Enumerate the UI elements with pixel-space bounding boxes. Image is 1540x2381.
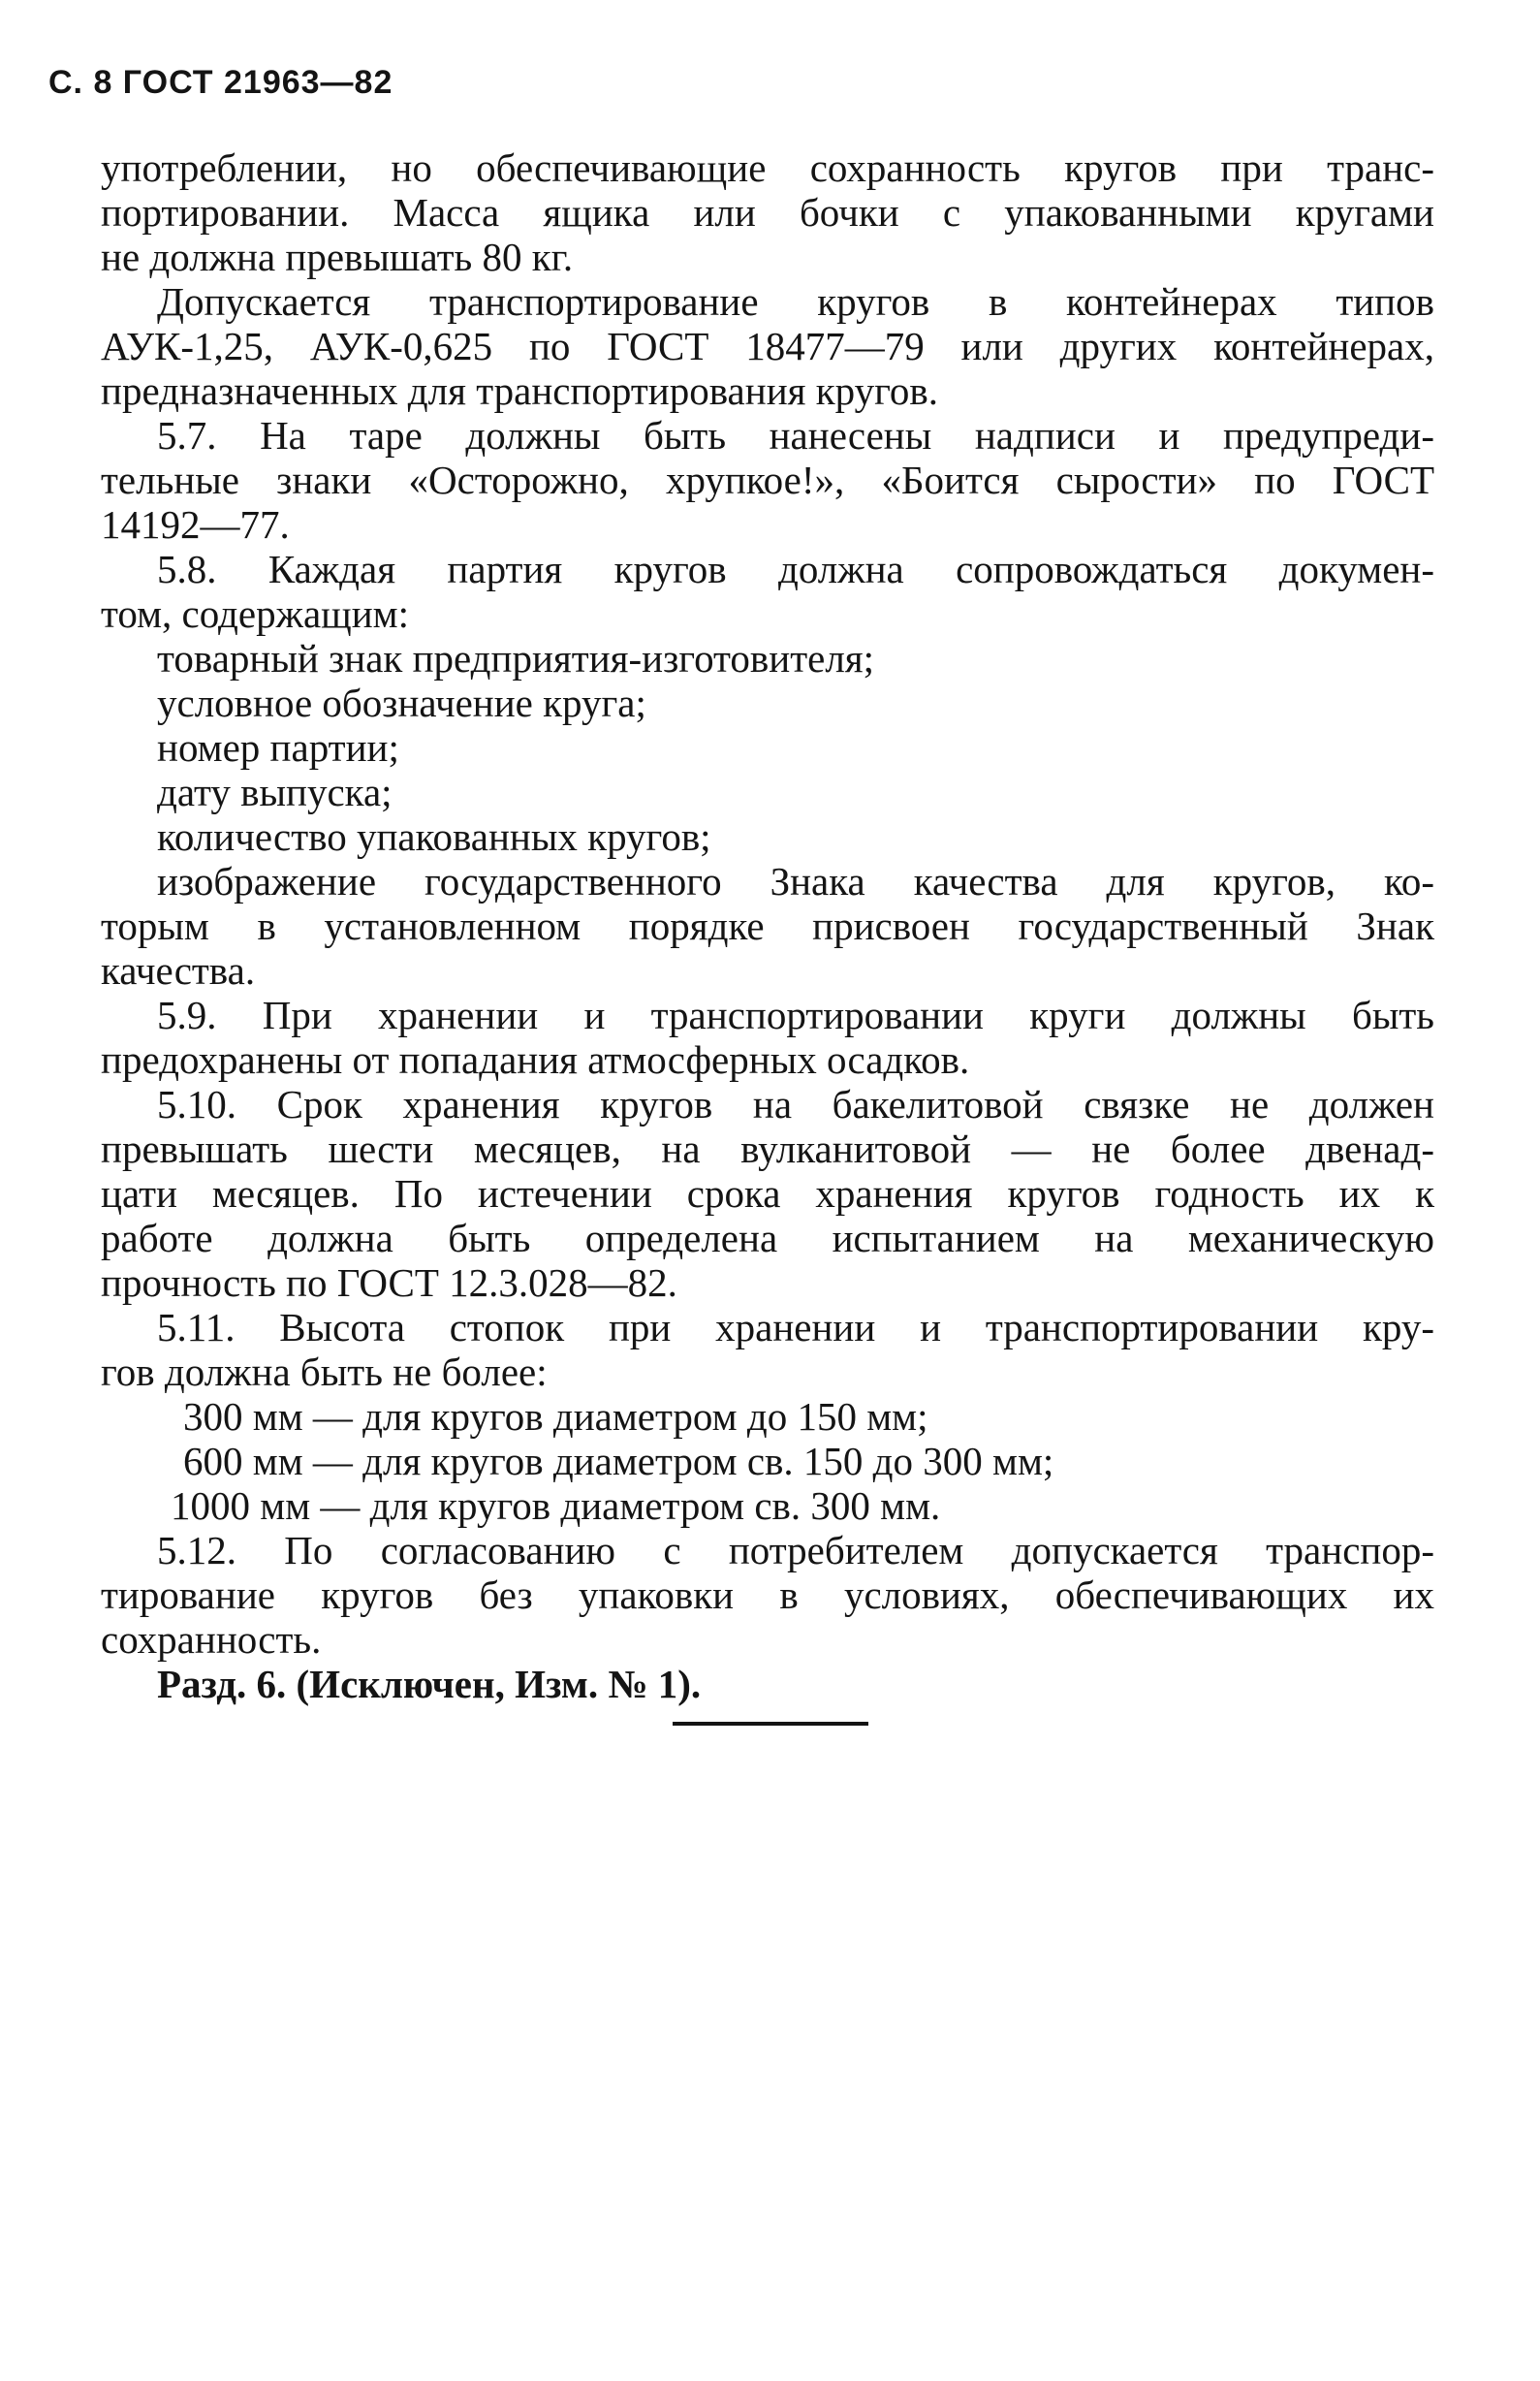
text-line: торым в установленном порядке присвоен государственный Знак [101,904,1434,948]
text-line: предназначенных для транспортирования кругов. [101,368,939,413]
list-item: изображение государственного Знака качества для кругов, ко- [157,859,1434,904]
text-line: тирование кругов без упаковки в условиях, обеспечивающих их [101,1572,1434,1617]
text-line: употреблении, но обеспечивающие сохранность кругов при транс- [101,145,1434,190]
text-line: портировании. Масса ящика или бочки с упакованными кругами [101,190,1434,235]
text-line: том, содержащим: [101,591,409,636]
text-line: предохранены от попадания атмосферных осадков. [101,1037,970,1082]
text-line: 14192—77. [101,502,290,547]
text-line: работе должна быть определена испытанием на механическую [101,1216,1434,1260]
text-line: 5.9. При хранении и транспортировании круги должны быть [157,993,1434,1037]
text-line: не должна превышать 80 кг. [101,235,574,279]
list-item: 300 мм — для кругов диаметром до 150 мм; [183,1394,928,1439]
list-item: 600 мм — для кругов диаметром св. 150 до 300 мм; [183,1439,1054,1483]
list-item: количество упакованных кругов; [157,814,711,859]
list-item: товарный знак предприятия-изготовителя; [157,636,875,681]
text-line: 5.7. На таре должны быть нанесены надписи и предупреди- [157,413,1434,458]
running-head: С. 8 ГОСТ 21963—82 [48,64,393,101]
text-line: 5.12. По согласованию с потребителем допускается транспор- [157,1528,1434,1572]
text-line: Допускается транспортирование кругов в контейнерах типов [157,279,1434,324]
end-rule [673,1722,868,1726]
text-line: цати месяцев. По истечении срока хранения кругов годность их к [101,1171,1434,1216]
text-line: 5.11. Высота стопок при хранении и транспортировании кру- [157,1305,1434,1349]
section-note: Разд. 6. (Исключен, Изм. № 1). [157,1662,702,1706]
text-line: тельные знаки «Осторожно, хрупкое!», «Боится сырости» по ГОСТ [101,458,1434,502]
text-line: сохранность. [101,1617,322,1662]
text-line: 5.8. Каждая партия кругов должна сопровождаться докумен- [157,547,1434,591]
text-line: АУК-1,25, АУК-0,625 по ГОСТ 18477—79 или других контейнерах, [101,324,1434,368]
list-item: условное обозначение круга; [157,681,646,725]
list-item: дату выпуска; [157,770,393,814]
text-line: прочность по ГОСТ 12.3.028—82. [101,1260,677,1305]
text-line: превышать шести месяцев, на вулканитовой — не более двенад- [101,1127,1434,1171]
body-text [101,145,1434,1706]
text-line: качества. [101,948,256,993]
text-line: гов должна быть не более: [101,1349,548,1394]
list-item: номер партии; [157,725,399,770]
list-item: 1000 мм — для кругов диаметром св. 300 мм. [171,1483,941,1528]
text-line: 5.10. Срок хранения кругов на бакелитовой связке не должен [157,1082,1434,1127]
